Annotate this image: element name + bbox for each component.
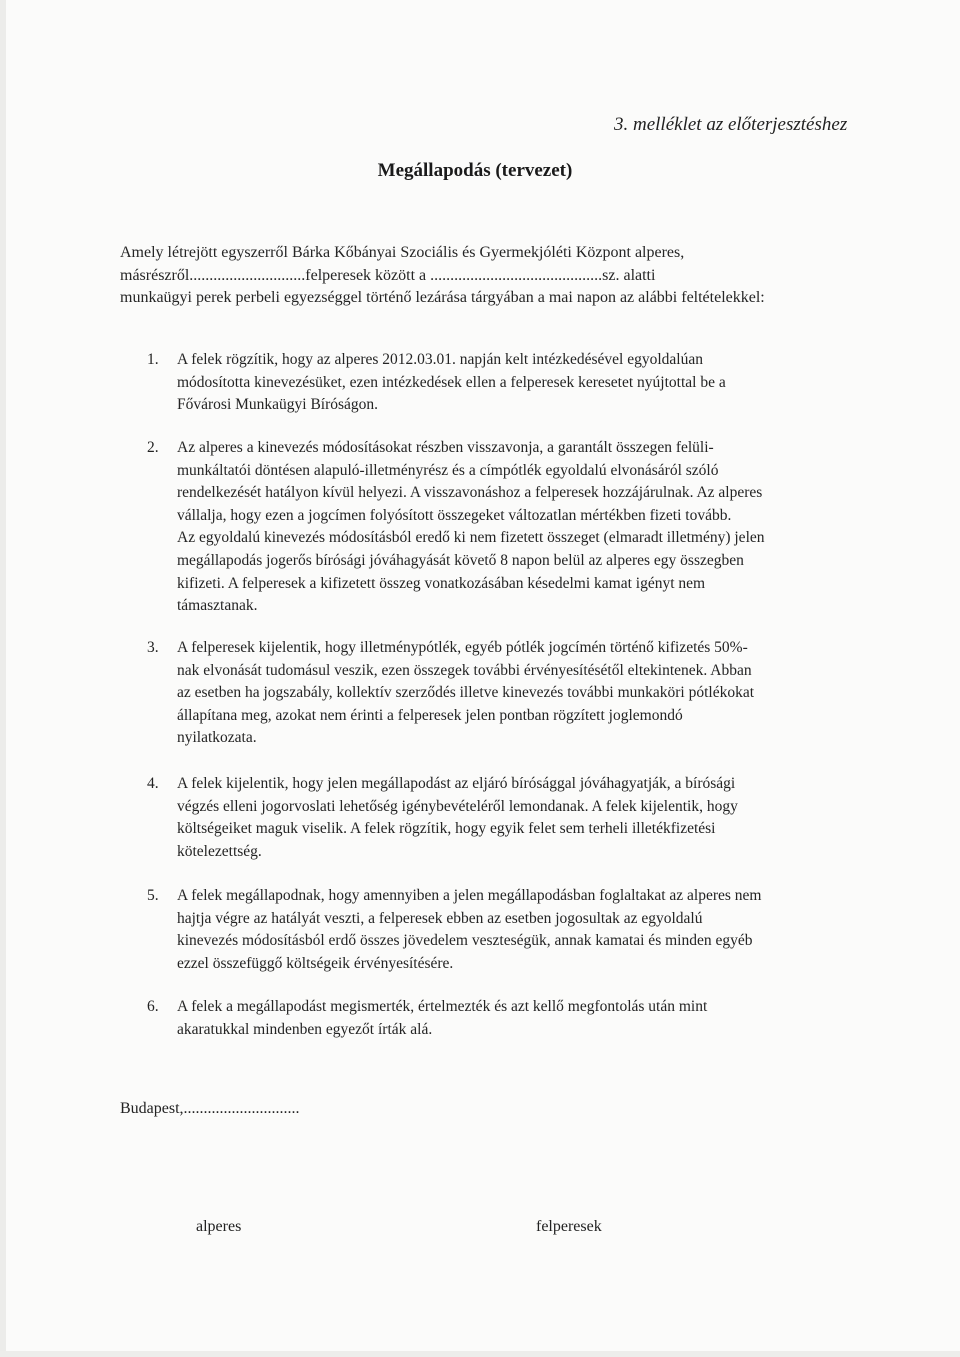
item-line: az esetben ha jogszabály, kollektív szerződés illetve kinevezés további munkaköri pótlékokat — [177, 684, 755, 702]
item-number: 5. — [147, 887, 159, 904]
item-1-text — [177, 349, 857, 417]
item-line: módosította kinevezésüket, ezen intézkedések ellen a felperesek keresetet nyújtottal be a — [177, 373, 726, 391]
item-line: A felperesek kijelentik, hogy illetménypótlék, egyéb pótlék jogcímén történő kifizetés 50%- — [177, 639, 748, 656]
item-line: támasztanak. — [177, 597, 258, 615]
item-line: vállalja, hogy ezen a jogcímen folyósított összegeket változatlan mértékben fizeti tovább. — [177, 506, 732, 524]
document-title-text: Megállapodás (tervezet) — [377, 160, 573, 181]
document-title — [0, 160, 960, 182]
item-6-text — [177, 996, 857, 1041]
item-line: Az alperes a kinevezés módosításokat részben visszavonja, a garantált összegen felüli- — [177, 439, 714, 456]
item-line: Fővárosi Munkaügyi Bíróságon. — [177, 396, 379, 414]
item-line: állapítana meg, azokat nem érinti a felperesek jelen pontban rögzített joglemondó — [177, 706, 683, 724]
item-line: nak elvonását tudomásul veszik, ezen összegek további érvényesítésétől eltekintenek. Abban — [177, 661, 752, 679]
item-line: nyilatkozata. — [177, 729, 257, 747]
item-line: rendelkezését hatályon kívül helyezi. A visszavonáshoz a felperesek hozzájárulnak. Az alperes — [177, 484, 763, 502]
item-line: A felek kijelentik, hogy jelen megállapodást az eljáró bírósággal jóváhagyatják, a bírósági — [177, 775, 736, 792]
scan-edge-left — [0, 0, 6, 1357]
item-4-text — [177, 773, 857, 863]
item-line: Az egyoldalú kinevezés módosításból eredő ki nem fizetett összeget (elmaradt illetmény) jelen — [177, 529, 765, 547]
item-line: költségeiket maguk viselik. A felek rögzítik, hogy egyik felet sem terheli illetékfizetési — [177, 820, 716, 838]
item-number: 1. — [147, 351, 159, 368]
item-line: kötelezettség. — [177, 842, 262, 860]
item-line: A felek rögzítik, hogy az alperes 2012.03.01. napján kelt intézkedésével egyoldalúan — [177, 351, 703, 368]
item-number: 6. — [147, 998, 159, 1015]
item-3-text — [177, 637, 857, 750]
item-2-text — [177, 437, 857, 618]
item-line: végzés elleni jogorvoslati lehetőség igénybevételéről lemondanak. A felek kijelentik, hogy — [177, 797, 738, 815]
signature-felperesek: felperesek — [536, 1218, 602, 1235]
intro-line: munkaügyi perek perbeli egyezséggel történő lezárása tárgyában a mai napon az alábbi feltételekkel: — [120, 289, 765, 306]
intro-line: Amely létrejött egyszerről Bárka Kőbányai Szociális és Gyermekjóléti Központ alperes, — [120, 244, 685, 261]
item-line: hajtja végre az hatályát veszti, a felperesek ebben az esetben jogosultak az egyoldalú — [177, 909, 703, 927]
item-line: megállapodás jogerős bírósági jóváhagyását követő 8 napon belül az alperes egy összegben — [177, 551, 744, 569]
item-line: kinevezés módosításból erdő összes jövedelem veszteségük, annak kamatai és minden egyéb — [177, 932, 753, 950]
item-number: 2. — [147, 439, 159, 456]
place-date-line: Budapest,............................. — [120, 1100, 300, 1117]
item-number: 4. — [147, 775, 159, 792]
signature-alperes: alperes — [196, 1218, 242, 1235]
intro-line: másrészről.............................felperesek között a ...........................................sz. alatti — [120, 266, 656, 284]
item-line: munkáltatói döntésen alapuló-illetményrész és a címpótlék egyoldalú elvonásáról szóló — [177, 461, 719, 479]
item-line: A felek a megállapodást megismerték, értelmezték és azt kellő megfontolás után mint — [177, 998, 708, 1015]
item-line: A felek megállapodnak, hogy amennyiben a jelen megállapodásban foglaltakat az alperes nem — [177, 887, 762, 904]
item-line: ezzel összefüggő költségeik érvényesítésére. — [177, 954, 454, 972]
intro-paragraph — [120, 242, 850, 310]
item-5-text — [177, 885, 857, 975]
annex-label: 3. melléklet az előterjesztéshez — [614, 114, 848, 135]
item-line: kifizeti. A felperesek a kifizetett összeg vonatkozásában késedelmi kamat igényt nem — [177, 574, 706, 592]
item-line: akaratukkal mindenben egyezőt írták alá. — [177, 1020, 433, 1038]
scan-edge-bottom — [0, 1351, 960, 1357]
item-number: 3. — [147, 639, 159, 656]
